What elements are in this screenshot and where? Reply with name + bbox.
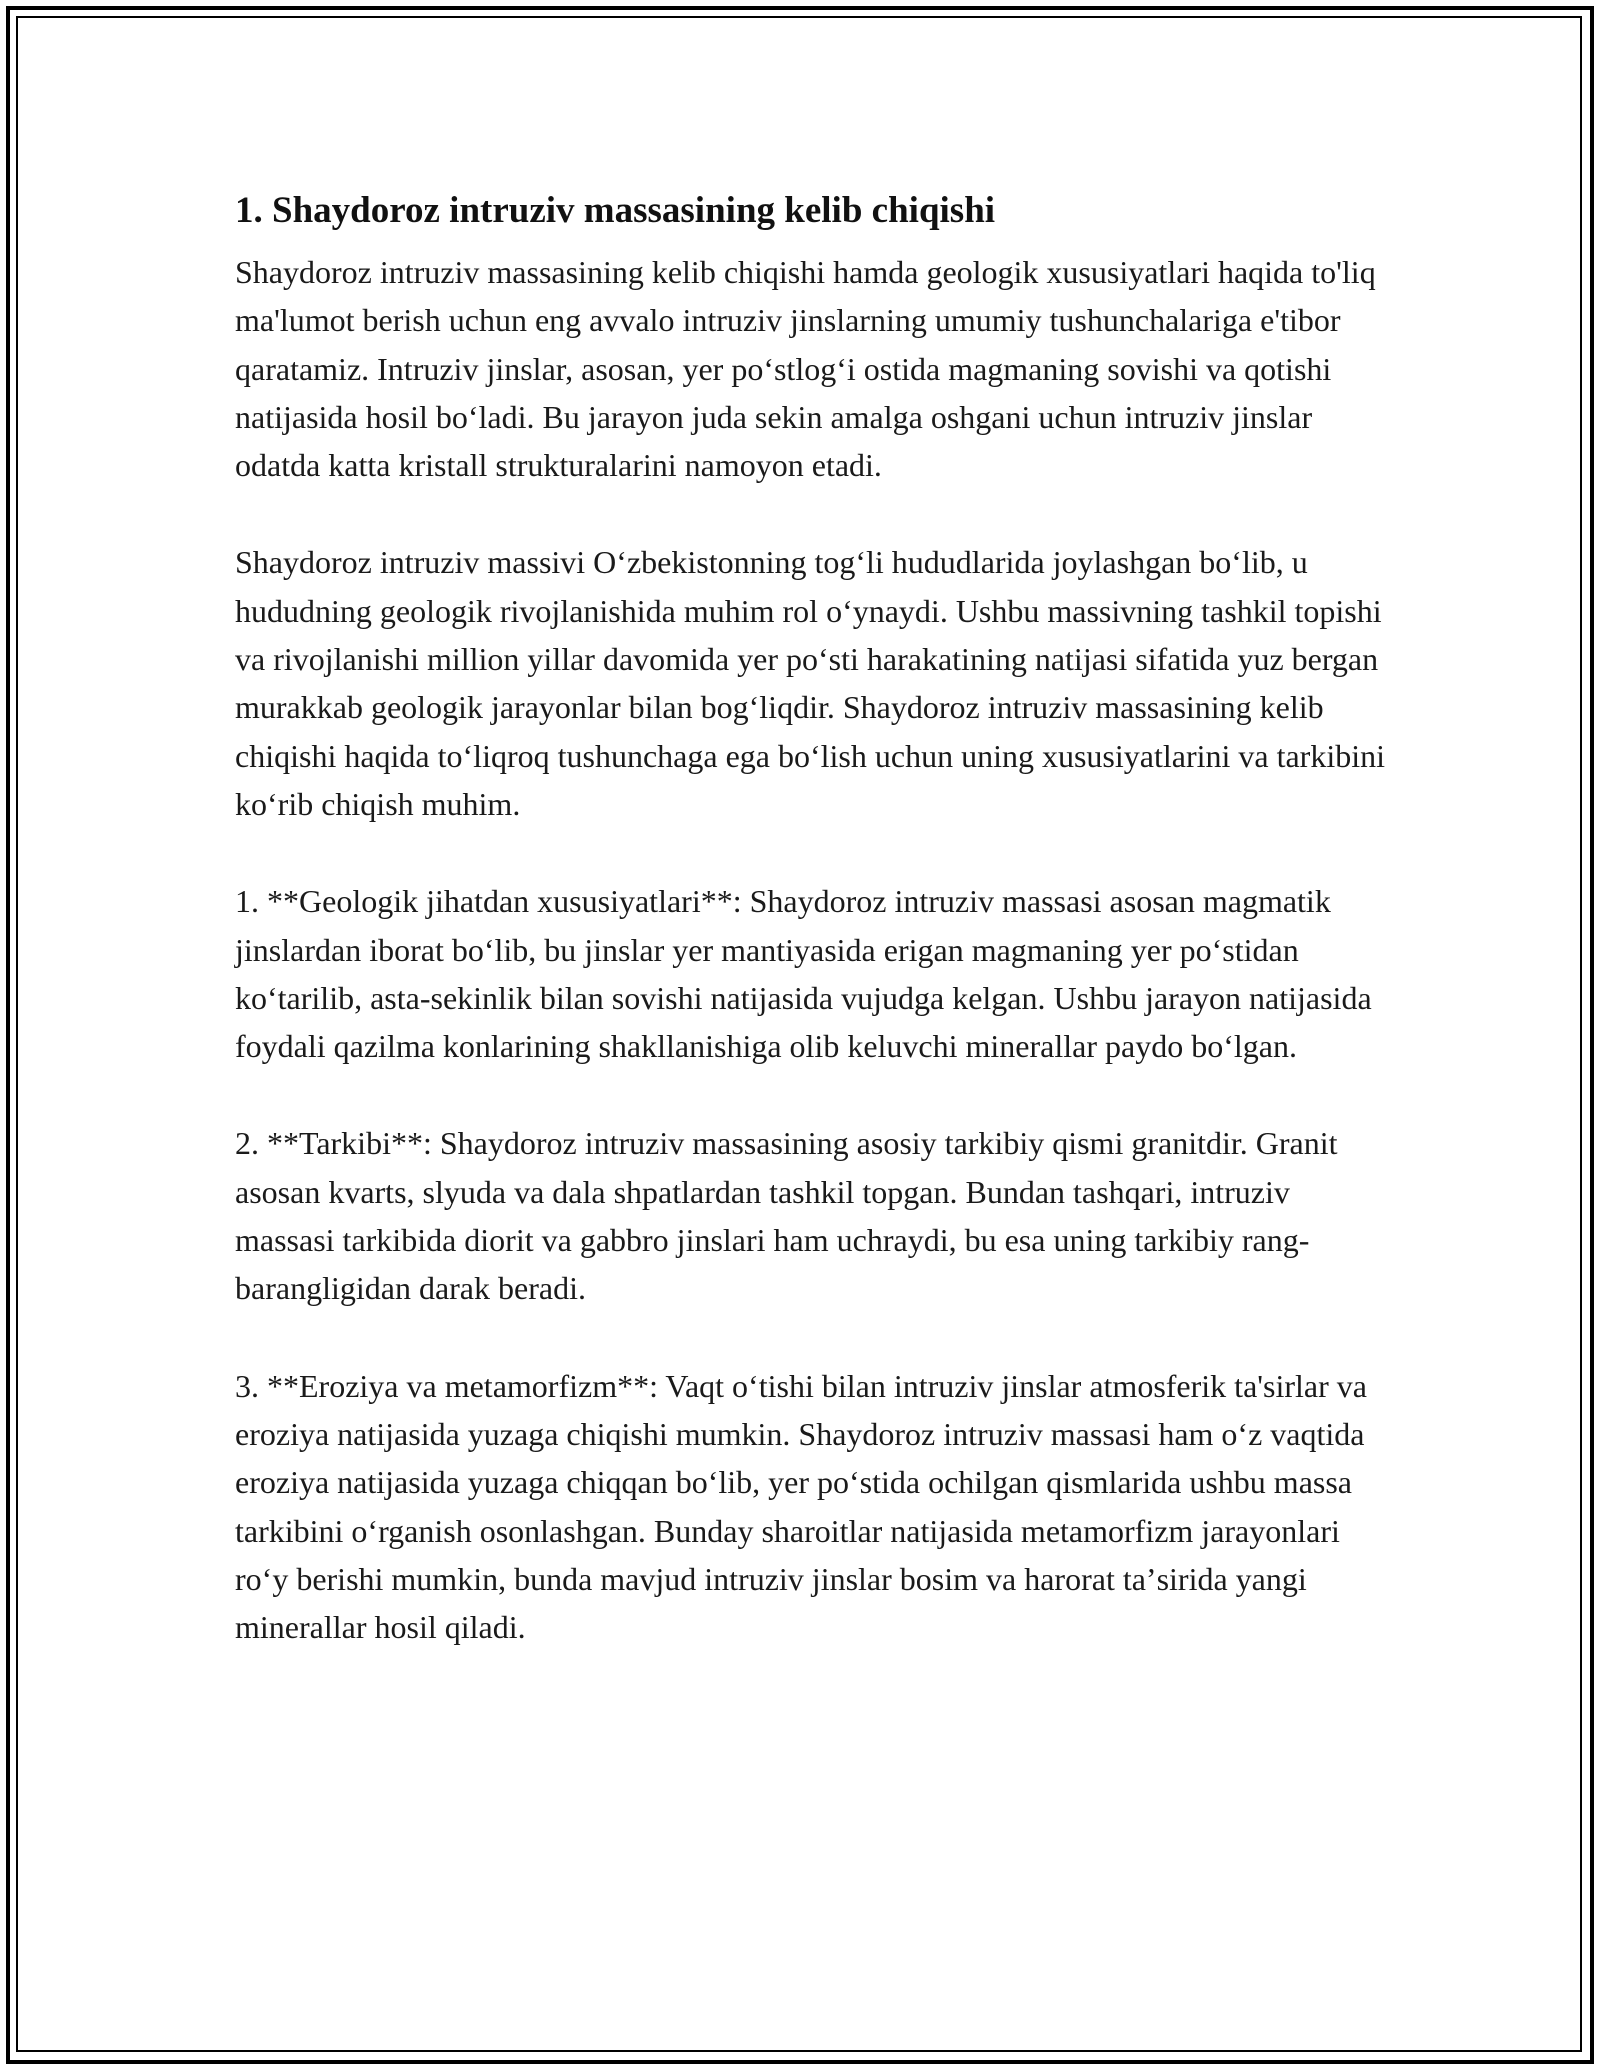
paragraph-erosion-metamorphism: 3. **Eroziya va metamorfizm**: Vaqt oʻtishi bilan intruziv jinslar atmosferik ta'sirlar va eroziya natijasida yuzaga chiqishi mumkin. Shaydoroz intruziv massasi ham oʻz vaqtida eroziya natijasida yuzaga chiqqan boʻlib, yer poʻstida ochilgan qismlarida ushbu massa tarkibini oʻrganish osonlashgan. Bunday sharoitlar natijasida metamorfizm jarayonlari roʻy berishi mumkin, bunda mavjud intruziv jinslar bosim va harorat taʼsirida yangi minerallar hosil qiladi. <box>235 1367 1367 1646</box>
paragraph-intro: Shaydoroz intruziv massasining kelib chiqishi hamda geologik xususiyatlari haqida to'liq ma'lumot berish uchun eng avvalo intruziv jinslarning umumiy tushunchalariga e'tibor qaratamiz. Intruziv jinslar, asosan, yer poʻstlogʻi ostida magmaning sovishi va qotishi natijasida hosil boʻladi. Bu jarayon juda sekin amalga oshgani uchun intruziv jinslar odatda katta kristall strukturalarini namoyon etadi. <box>235 254 1376 484</box>
document-body <box>235 186 1385 1700</box>
paragraph-geologic-features: 1. **Geologik jihatdan xususiyatlari**: Shaydoroz intruziv massasi asosan magmatik jinslardan iborat boʻlib, bu jinslar yer mantiyasida erigan magmaning yer poʻstidan koʻtarilib, asta-sekinlik bilan sovishi natijasida vujudga kelgan. Ushbu jarayon natijasida foydali qazilma konlarining shakllanishiga olib keluvchi minerallar paydo boʻlgan. <box>235 883 1372 1065</box>
document-title: 1. Shaydoroz intruziv massasining kelib chiqishi <box>235 190 996 231</box>
paragraph-composition: 2. **Tarkibi**: Shaydoroz intruziv massasining asosiy tarkibiy qismi granitdir. Granit asosan kvarts, slyuda va dala shpatlardan tashkil topgan. Bundan tashqari, intruziv massasi tarkibida diorit va gabbro jinslari ham uchraydi, bu esa uning tarkibiy rang-barangligidan darak beradi. <box>235 1125 1338 1307</box>
paragraph-location: Shaydoroz intruziv massivi Oʻzbekistonning togʻli hududlarida joylashgan boʻlib, u hududning geologik rivojlanishida muhim rol oʻynaydi. Ushbu massivning tashkil topishi va rivojlanishi million yillar davomida yer poʻsti harakatining natijasi sifatida yuz bergan murakkab geologik jarayonlar bilan bogʻliqdir. Shaydoroz intruziv massasining kelib chiqishi haqida toʻliqroq tushunchaga ega boʻlish uchun uning xususiyatlarini va tarkibini koʻrib chiqish muhim. <box>235 544 1385 822</box>
